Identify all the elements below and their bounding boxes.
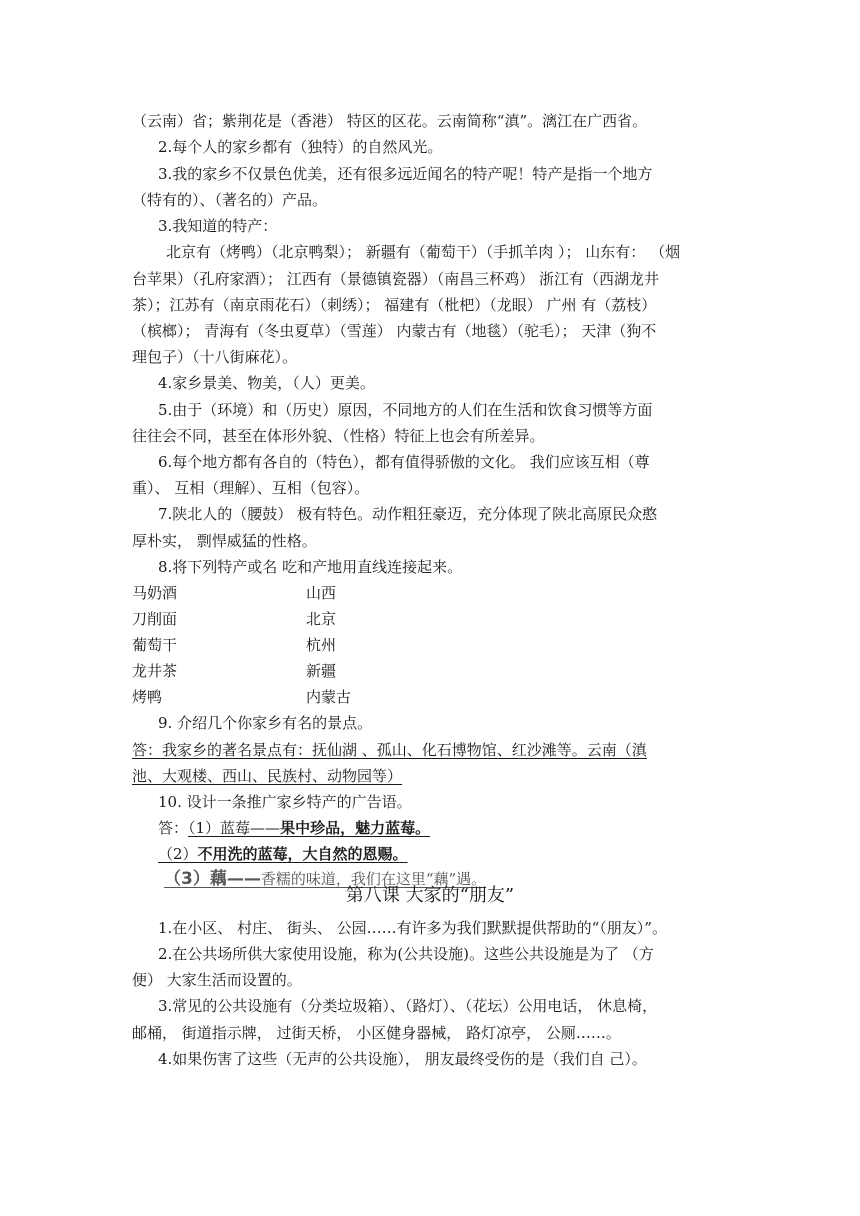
- text-line: 便） 大家生活而设置的。: [132, 971, 302, 989]
- match-left-item: 葡萄干: [132, 636, 178, 654]
- text-line: 1.在小区、 村庄、 街头、 公园……有许多为我们默默提供帮助的“（朋友）”。: [158, 919, 667, 937]
- match-left-item: 烤鸭: [132, 688, 163, 706]
- text-line: 4.家乡景美、物美，（人）更美。: [158, 374, 375, 392]
- answer-prefix: 答：: [158, 819, 189, 837]
- match-right-item: 北京: [306, 610, 337, 628]
- match-right-item: 新疆: [306, 662, 337, 680]
- text-line: 6.每个地方都有各自的（特色），都有值得骄傲的文化。 我们应该互相（尊: [158, 453, 650, 471]
- text-line: （槟榔）； 青海有（冬虫夏草）（雪莲） 内蒙古有（地毯）（驼毛）； 天津（狗不: [132, 322, 657, 340]
- answer-1-slogan: 果中珍品，魅力蓝莓。: [280, 819, 431, 837]
- text-line: 往往会不同，甚至在体形外貌、（性格）特征上也会有所差异。: [132, 427, 545, 445]
- text-line: 台苹果）（孔府家酒）； 江西有（景德镇瓷器）（南昌三杯鸡） 浙江有（西湖龙井: [132, 270, 660, 288]
- text-line: （云南）省；紫荆花是（香港） 特区的区花。云南简称“滇”。漓江在广西省。: [132, 112, 648, 130]
- answer-3-number: （3）藕——: [164, 869, 261, 889]
- text-line: 茶）；江苏有（南京雨花石）（刺绣）； 福建有（枇杷）（龙眼） 广州 有（荔枝）: [132, 296, 657, 314]
- match-left-item: 龙井茶: [132, 662, 178, 680]
- match-right-item: 杭州: [306, 636, 337, 654]
- answer-10-line-1: [158, 815, 768, 841]
- match-right-item: 山西: [306, 584, 337, 602]
- text-line: 理包子）（十八街麻花）。: [132, 348, 298, 366]
- text-line: 3.常见的公共设施有（分类垃圾箱）、（路灯）、（花坛）公用电话， 休息椅，: [158, 997, 658, 1015]
- text-line: 北京有（烤鸭）（北京鸭梨）； 新疆有（葡萄干）（手抓羊肉 ）； 山东有： （烟: [166, 243, 681, 261]
- answer-9-line-1: 答：我家乡的著名景点有：抚仙湖 、孤山、化石博物馆、红沙滩等。云南（滇: [132, 741, 647, 759]
- match-left-item: 刀削面: [132, 610, 178, 628]
- text-line: 邮桶， 街道指示牌， 过街天桥， 小区健身器械， 路灯凉亭， 公厕……。: [132, 1024, 621, 1042]
- answer-2-number: （2）: [158, 845, 198, 863]
- match-right-item: 内蒙古: [306, 688, 352, 706]
- answer-2-slogan: 不用洗的蓝莓，大自然的恩赐。: [197, 845, 408, 863]
- match-left-item: 马奶酒: [132, 584, 178, 602]
- question-9: 9. 介绍几个你家乡有名的景点。: [158, 714, 373, 732]
- text-line: 8.将下列特产或名 吃和产地用直线连接起来。: [158, 558, 463, 576]
- answer-9-line-2: 池、大观楼、西山、民族村、动物园等）: [132, 767, 403, 785]
- text-line: 3.我的家乡不仅景色优美，还有很多远近闻名的特产呢！特产是指一个地方: [158, 165, 653, 183]
- text-line: 4.如果伤害了这些（无声的公共设施）， 朋友最终受伤的是（我们自 己）。: [158, 1050, 647, 1068]
- question-10: 10. 设计一条推广家乡特产的广告语。: [158, 793, 412, 811]
- text-line: 3.我知道的特产：: [158, 217, 278, 235]
- text-line: 7.陕北人的（腰鼓） 极有特色。动作粗狂豪迈，充分体现了陕北高原民众憨: [158, 505, 658, 523]
- answer-10-line-2: [158, 841, 768, 867]
- lesson-title: 第八课 大家的“朋友”: [345, 885, 515, 906]
- text-line: 2.在公共场所供大家使用设施，称为(公共设施)。这些公共设施是为了 （方: [158, 945, 654, 963]
- text-line: 重）、 互相（理解）、互相（包容）。: [132, 479, 370, 497]
- text-line: 2.每个人的家乡都有（独特）的自然风光。: [158, 138, 443, 156]
- text-line: （特有的）、（著名的）产品。: [132, 191, 328, 209]
- answer-1-number: （1）蓝莓——: [188, 819, 281, 837]
- text-line: 厚朴实， 剽悍威猛的性格。: [132, 532, 317, 550]
- answer-3-slogan: 香糯的味道，我们在这里“藕”遇。: [260, 870, 487, 888]
- text-line: 5.由于（环境）和（历史）原因，不同地方的人们在生活和饮食习惯等方面: [158, 401, 653, 419]
